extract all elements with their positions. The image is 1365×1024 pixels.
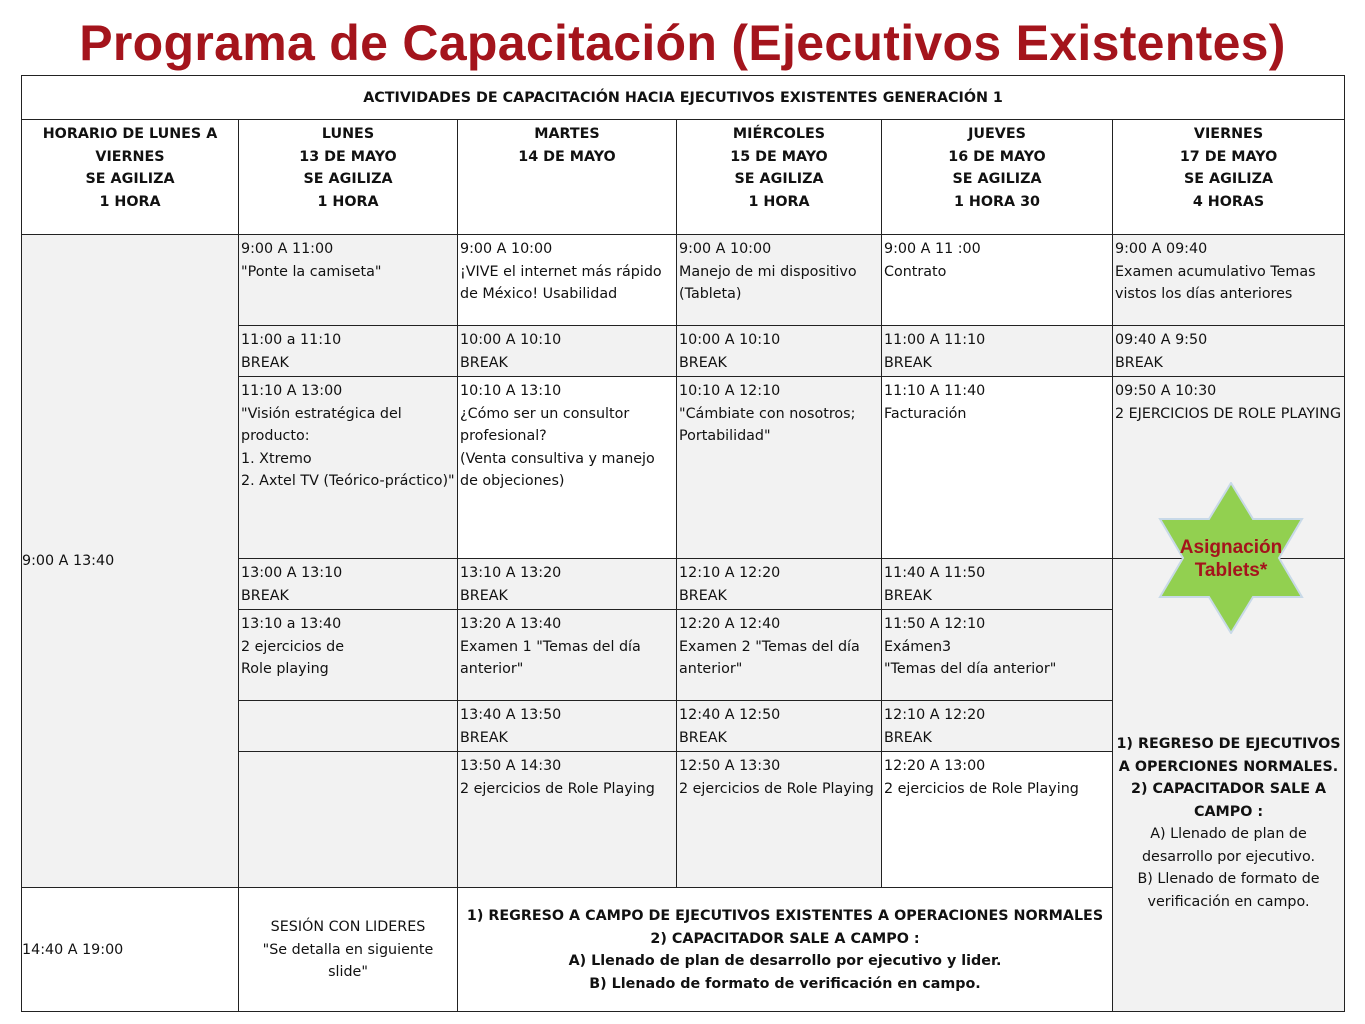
schedule-table xyxy=(21,75,1345,1012)
badge-label: Asignación Tablets* xyxy=(1179,537,1283,581)
column-header-miercoles: MIÉRCOLES 15 DE MAYO SE AGILIZA 1 HORA xyxy=(677,120,882,235)
page-title: Programa de Capacitación (Ejecutivos Existentes) xyxy=(79,15,1286,71)
cell-martes-1: 9:00 A 10:00 ¡VIVE el internet más rápido de México! Usabilidad xyxy=(458,235,677,326)
cell-miercoles-6: 12:40 A 12:50 BREAK xyxy=(677,701,882,752)
cell-miercoles-3: 10:10 A 12:10 "Cámbiate con nosotros; Portabilidad" xyxy=(677,377,882,559)
cell-lunes-3: 11:10 A 13:00 "Visión estratégica del producto: 1. Xtremo 2. Axtel TV (Teórico-práctico)" xyxy=(239,377,458,559)
cell-jueves-2: 11:00 A 11:10 BREAK xyxy=(882,326,1113,377)
cell-martes-3: 10:10 A 13:10 ¿Cómo ser un consultor profesional? (Venta consultiva y manejo de objeciones) xyxy=(458,377,677,559)
cell-jueves-5: 11:50 A 12:10 Exámen3 "Temas del día anterior" xyxy=(882,610,1113,701)
cell-lunes-2: 11:00 a 11:10 BREAK xyxy=(239,326,458,377)
cell-jueves-6: 12:10 A 12:20 BREAK xyxy=(882,701,1113,752)
cell-jueves-1: 9:00 A 11 :00 Contrato xyxy=(882,235,1113,326)
cell-martes-6: 13:40 A 13:50 BREAK xyxy=(458,701,677,752)
column-header-lunes: LUNES 13 DE MAYO SE AGILIZA 1 HORA xyxy=(239,120,458,235)
column-header-martes: MARTES 14 DE MAYO xyxy=(458,120,677,235)
cell-martes-5: 13:20 A 13:40 Examen 1 "Temas del día anterior" xyxy=(458,610,677,701)
cell-miercoles-1: 9:00 A 10:00 Manejo de mi dispositivo (Tableta) xyxy=(677,235,882,326)
cell-lunes-7 xyxy=(239,752,458,888)
cell-martes-4: 13:10 A 13:20 BREAK xyxy=(458,559,677,610)
viernes-note-2: 2) CAPACITADOR SALE A CAMPO : xyxy=(1131,781,1327,820)
column-header-viernes: VIERNES 17 DE MAYO SE AGILIZA 4 HORAS xyxy=(1113,120,1345,235)
column-header-horario: HORARIO DE LUNES A VIERNES SE AGILIZA 1 HORA xyxy=(22,120,239,235)
cell-miercoles-4: 12:10 A 12:20 BREAK xyxy=(677,559,882,610)
cell-jueves-7: 12:20 A 13:00 2 ejercicios de Role Playing xyxy=(882,752,1113,888)
cell-viernes-3: 09:50 A 10:30 2 EJERCICIOS DE ROLE PLAYING xyxy=(1113,377,1345,559)
cell-lunes-5: 13:10 a 13:40 2 ejercicios de Role playing xyxy=(239,610,458,701)
viernes-note-4: B) Llenado de formato de verificación en campo. xyxy=(1137,871,1320,910)
cell-viernes-2: 09:40 A 9:50 BREAK xyxy=(1113,326,1345,377)
cell-miercoles-7: 12:50 A 13:30 2 ejercicios de Role Playing xyxy=(677,752,882,888)
cell-lunes-4: 13:00 A 13:10 BREAK xyxy=(239,559,458,610)
cell-jueves-3: 11:10 A 11:40 Facturación xyxy=(882,377,1113,559)
viernes-note-1: 1) REGRESO DE EJECUTIVOS A OPERCIONES NORMALES. xyxy=(1116,736,1341,775)
afternoon-time-slot: 14:40 A 19:00 xyxy=(22,888,239,1012)
viernes-note-3: A) Llenado de plan de desarrollo por ejecutivo. xyxy=(1141,826,1316,865)
cell-viernes-1: 9:00 A 09:40 Examen acumulativo Temas vistos los días anteriores xyxy=(1113,235,1345,326)
cell-lunes-1: 9:00 A 11:00 "Ponte la camiseta" xyxy=(239,235,458,326)
cell-jueves-4: 11:40 A 11:50 BREAK xyxy=(882,559,1113,610)
cell-miercoles-2: 10:00 A 10:10 BREAK xyxy=(677,326,882,377)
afternoon-activities: 1) REGRESO A CAMPO DE EJECUTIVOS EXISTENTES A OPERACIONES NORMALES 2) CAPACITADOR SALE A CAMPO : A) Llenado de plan de desarrollo por ejecutivo y lider. B) Llenado de formato de verificación en campo. xyxy=(458,888,1113,1012)
cell-lunes-6 xyxy=(239,701,458,752)
cell-miercoles-5: 12:20 A 12:40 Examen 2 "Temas del día anterior" xyxy=(677,610,882,701)
cell-martes-2: 10:00 A 10:10 BREAK xyxy=(458,326,677,377)
morning-time-slot: 9:00 A 13:40 xyxy=(22,235,239,888)
column-header-jueves: JUEVES 16 DE MAYO SE AGILIZA 1 HORA 30 xyxy=(882,120,1113,235)
sesion-lideres: SESIÓN CON LIDERES "Se detalla en siguiente slide" xyxy=(239,888,458,1012)
table-header: ACTIVIDADES DE CAPACITACIÓN HACIA EJECUTIVOS EXISTENTES GENERACIÓN 1 xyxy=(22,76,1345,120)
cell-martes-7: 13:50 A 14:30 2 ejercicios de Role Playing xyxy=(458,752,677,888)
